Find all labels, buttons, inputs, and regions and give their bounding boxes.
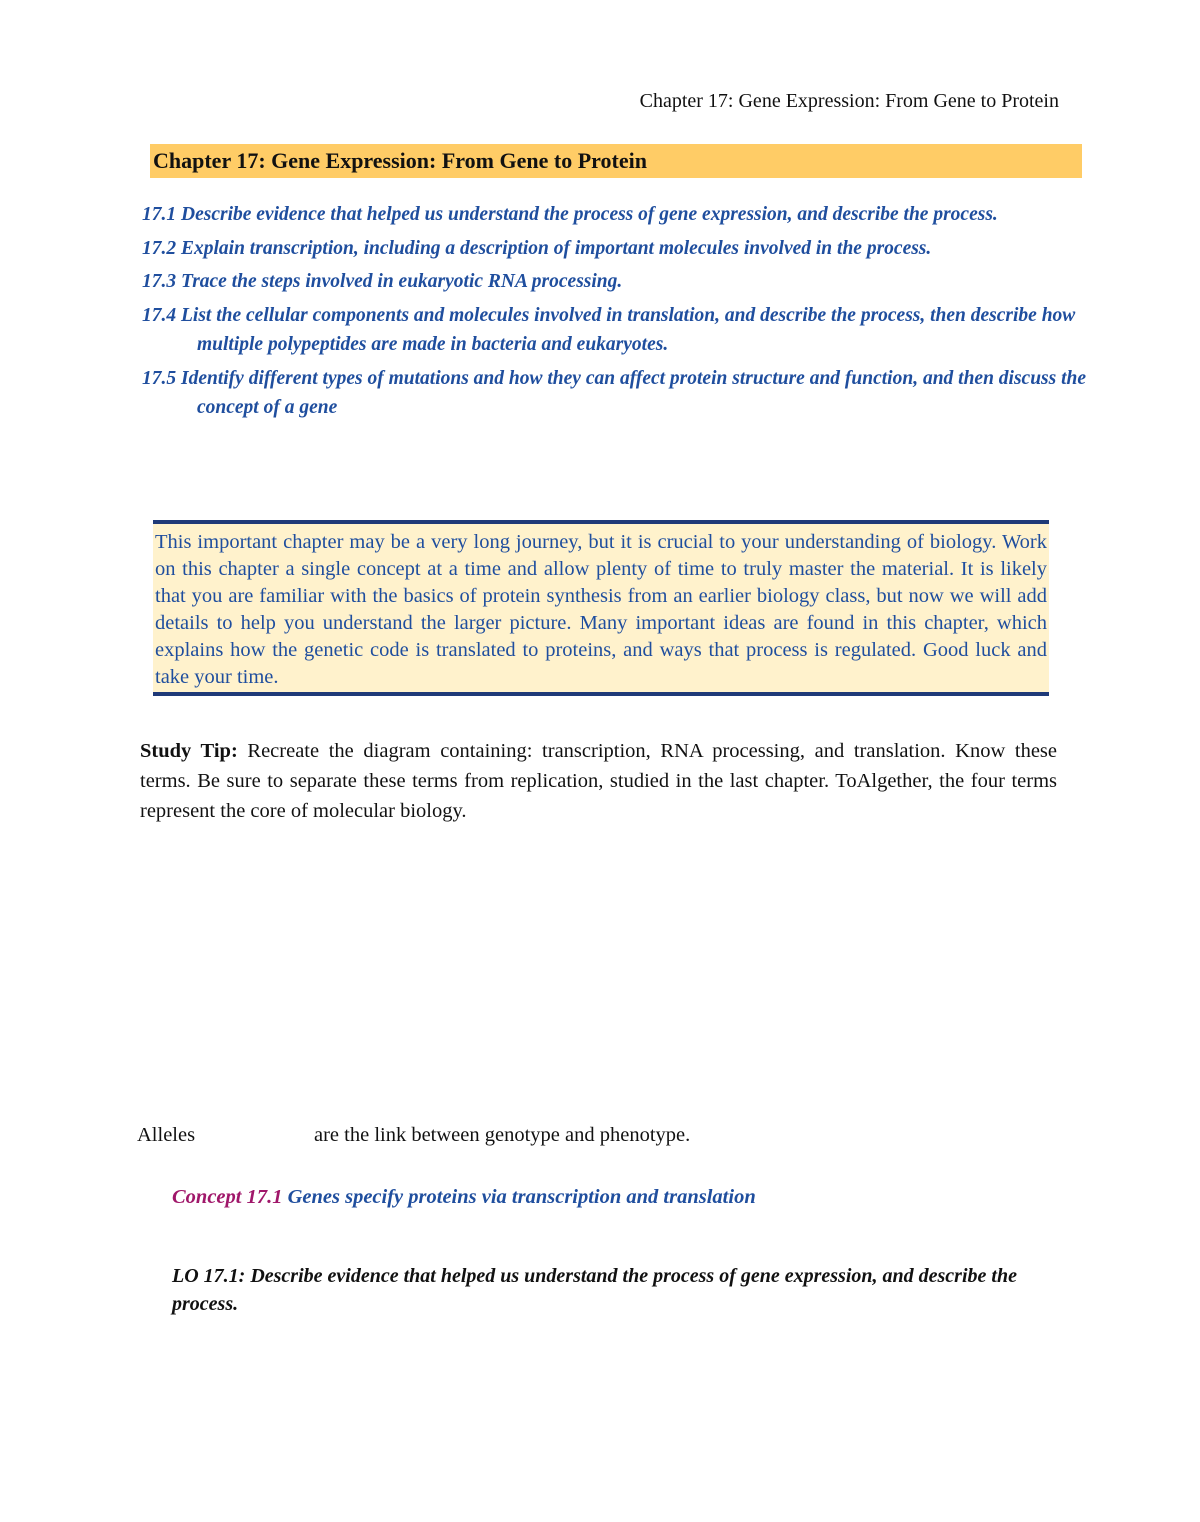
alleles-rest: are the link between genotype and phenotype.	[314, 1124, 691, 1146]
study-tip-paragraph	[140, 736, 1057, 826]
learning-objective-heading: LO 17.1: Describe evidence that helped us understand the process of gene expression, and describe the process.	[172, 1265, 1017, 1315]
chapter-title: Chapter 17: Gene Expression: From Gene to Protein	[153, 148, 647, 173]
learning-objectives-list	[142, 200, 1092, 427]
chapter-title-bar	[150, 144, 1082, 178]
objective-item: 17.4 List the cellular components and molecules involved in translation, and describe the process, then describe how multiple polypeptides are made in bacteria and eukaryotes.	[142, 304, 1076, 355]
concept-label: Concept 17.1	[172, 1186, 283, 1208]
objective-item: 17.3 Trace the steps involved in eukaryotic RNA processing.	[142, 271, 623, 292]
objective-item: 17.5 Identify different types of mutations and how they can affect protein structure and function, and then discuss the concept of a gene	[142, 367, 1087, 418]
concept-heading	[172, 1186, 756, 1209]
objective-item: 17.2 Explain transcription, including a description of important molecules involved in the process.	[142, 237, 932, 259]
intro-text: This important chapter may be a very long journey, but it is crucial to your understanding of biology. Work on this chapter a single concept at a time and allow plenty of time to truly master the material. It is likely that you are familiar with the basics of protein synthesis from an earlier biology class, but now we will add details to help you understand the larger picture. Many important ideas are found in this chapter, which explains how the genetic code is translated to proteins, and ways that process is regulated. Good luck and take your time.	[155, 531, 1047, 688]
running-header: Chapter 17: Gene Expression: From Gene to Protein	[639, 90, 1059, 112]
study-tip-label: Study Tip:	[140, 740, 238, 762]
concept-text: Genes specify proteins via transcription and translation	[287, 1186, 756, 1208]
intro-callout-box	[153, 520, 1049, 696]
objective-item: 17.1 Describe evidence that helped us understand the process of gene expression, and describe the process.	[142, 204, 998, 225]
study-tip-text: Recreate the diagram containing: transcription, RNA processing, and translation. Know these terms. Be sure to separate these terms from replication, studied in the last chapter. ToAlgether, the four terms represent the core of molecular biology.	[140, 740, 1058, 822]
alleles-word: Alleles	[137, 1124, 196, 1146]
alleles-statement	[137, 1124, 690, 1147]
